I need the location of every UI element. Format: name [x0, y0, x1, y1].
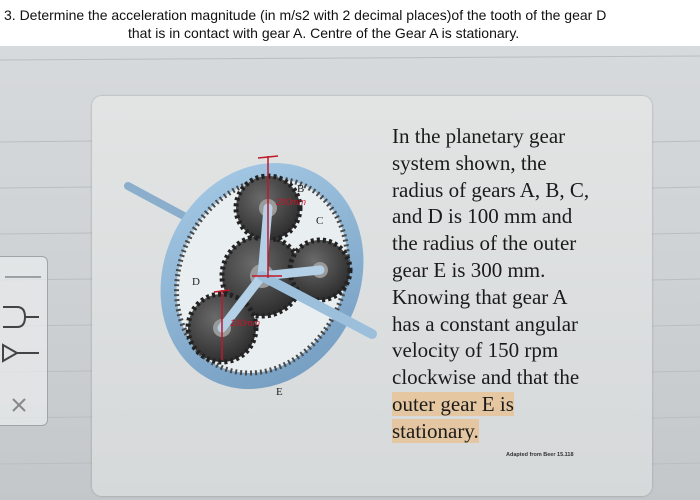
label-c: C — [316, 215, 324, 227]
label-b: B — [297, 183, 305, 195]
label-e: E — [276, 386, 283, 398]
problem-line: velocity of 150 rpm — [392, 338, 559, 363]
problem-text — [392, 123, 642, 445]
problem-line: gear E is 300 mm. — [392, 257, 546, 282]
annotation-bottom: 100mm — [230, 318, 261, 328]
problem-line: has a constant angular — [392, 311, 579, 336]
problem-line: and D is 100 mm and — [392, 204, 573, 229]
question-line-1: 3. Determine the acceleration magnitude (in m/s2 with 2 decimal places)of the tooth of the gear D — [4, 7, 607, 23]
question-line-2: that is in contact with gear A. Centre of the Gear A is stationary. — [128, 25, 520, 41]
problem-line-highlighted: stationary. — [392, 418, 479, 443]
problem-line: In the planetary gear — [392, 124, 566, 148]
problem-line: Knowing that gear A — [392, 284, 568, 309]
label-d: D — [192, 276, 200, 288]
problem-line: radius of gears A, B, C, — [392, 177, 590, 202]
problem-line: the radius of the outer — [392, 231, 577, 256]
annotation-top: 200mm — [276, 197, 307, 207]
problem-line-highlighted: outer gear E is — [392, 391, 514, 416]
problem-line: clockwise and that the — [392, 365, 580, 390]
source-credit: Adapted from Beer 15.118 — [506, 452, 574, 458]
arm-b — [262, 208, 268, 276]
problem-line: system shown, the — [392, 150, 547, 175]
